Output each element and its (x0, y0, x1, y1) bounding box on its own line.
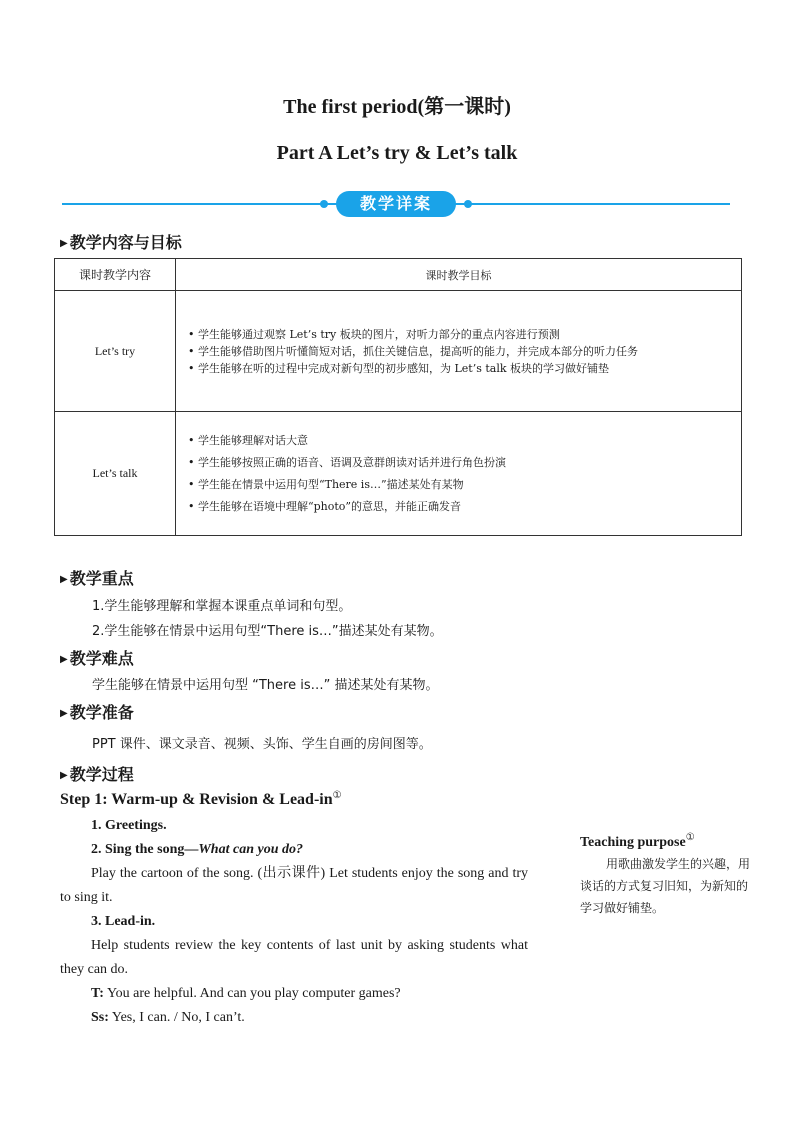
goal-item: • 学生能够在听的过程中完成对新句型的初步感知，为 Let’s talk 板块的学习做好铺垫 (188, 361, 610, 375)
table-cell-goals (176, 412, 742, 536)
table-row (55, 412, 742, 536)
song-desc: Play the cartoon of the song. (出示课件) Let students enjoy the song and try to sing it. (60, 866, 528, 905)
table-cell-name: Let’s try (55, 291, 176, 412)
section-preparation: ▶ 教学准备 (60, 703, 134, 722)
page-title: The first period(第一课时) (283, 96, 511, 118)
song-line: 2. Sing the song—What can you do? (91, 842, 303, 857)
section-banner (62, 190, 730, 218)
teaching-purpose-text: 用歌曲激发学生的兴趣，用谈话的方式复习旧知，为新知的学习做好铺垫。 (580, 857, 751, 915)
footnote-mark: ① (685, 832, 695, 843)
step1-body (60, 814, 528, 1030)
section-key-points: ▶ 教学重点 (60, 569, 134, 588)
goal-item: • 学生能够在语境中理解“photo”的意思，并能正确发音 (188, 500, 462, 513)
goal-item: • 学生能够借助图片听懂简短对话，抓住关键信息，提高听的能力，并完成本部分的听力任务 (188, 344, 638, 358)
goal-item: • 学生能在情景中运用句型“There is…”描述某处有某物 (188, 478, 464, 491)
table-header-row (55, 259, 742, 291)
table-cell-goals (176, 291, 742, 412)
table-header-cell: 课时教学目标 (176, 259, 742, 291)
footnote-mark: ① (332, 790, 342, 801)
goal-item: • 学生能够按照正确的语音、语调及意群朗读对话并进行角色扮演 (188, 456, 506, 469)
dialogue-teacher: T: You are helpful. And can you play computer games? (91, 986, 401, 1001)
table-cell-name: Let’s talk (55, 412, 176, 536)
triangle-icon: ▶ (60, 238, 68, 249)
section-process: ▶ 教学过程 (60, 765, 134, 784)
leadin: 3. Lead-in. (91, 914, 156, 929)
section-difficulties: ▶ 教学难点 (60, 649, 134, 668)
key-point-2: 2.学生能够在情景中运用句型“There is…”描述某处有某物。 (92, 624, 443, 639)
leadin-desc: Help students review the key contents of last unit by asking students what they can do. (60, 938, 528, 977)
dialogue-students: Ss: Yes, I can. / No, I can’t. (91, 1010, 245, 1025)
page-subtitle: Part A Let’s try & Let’s talk (276, 142, 518, 164)
goal-item: • 学生能够理解对话大意 (188, 434, 308, 447)
section-content-goals: ▶ 教学内容与目标 (60, 233, 182, 252)
teaching-purpose-note (580, 832, 752, 919)
triangle-icon: ▶ (60, 574, 68, 585)
goal-item: • 学生能够通过观察 Let’s try 板块的图片，对听力部分的重点内容进行预测 (188, 327, 560, 341)
triangle-icon: ▶ (60, 708, 68, 719)
triangle-icon: ▶ (60, 770, 68, 781)
teaching-purpose-title: Teaching purpose① (580, 832, 695, 850)
key-point-1: 1.学生能够理解和掌握本课重点单词和句型。 (92, 599, 352, 614)
difficulty-text: 学生能够在情景中运用句型 “There is…” 描述某处有某物。 (92, 678, 439, 693)
greetings: 1. Greetings. (91, 818, 167, 833)
table-header-cell: 课时教学内容 (55, 259, 176, 291)
goals-table (54, 258, 742, 536)
banner-label: 教学详案 (359, 194, 432, 213)
step1-title: Step 1: Warm-up & Revision & Lead-in① (60, 790, 342, 808)
preparation-text: PPT 课件、课文录音、视频、头饰、学生自画的房间图等。 (92, 737, 432, 752)
triangle-icon: ▶ (60, 654, 68, 665)
table-row (55, 291, 742, 412)
